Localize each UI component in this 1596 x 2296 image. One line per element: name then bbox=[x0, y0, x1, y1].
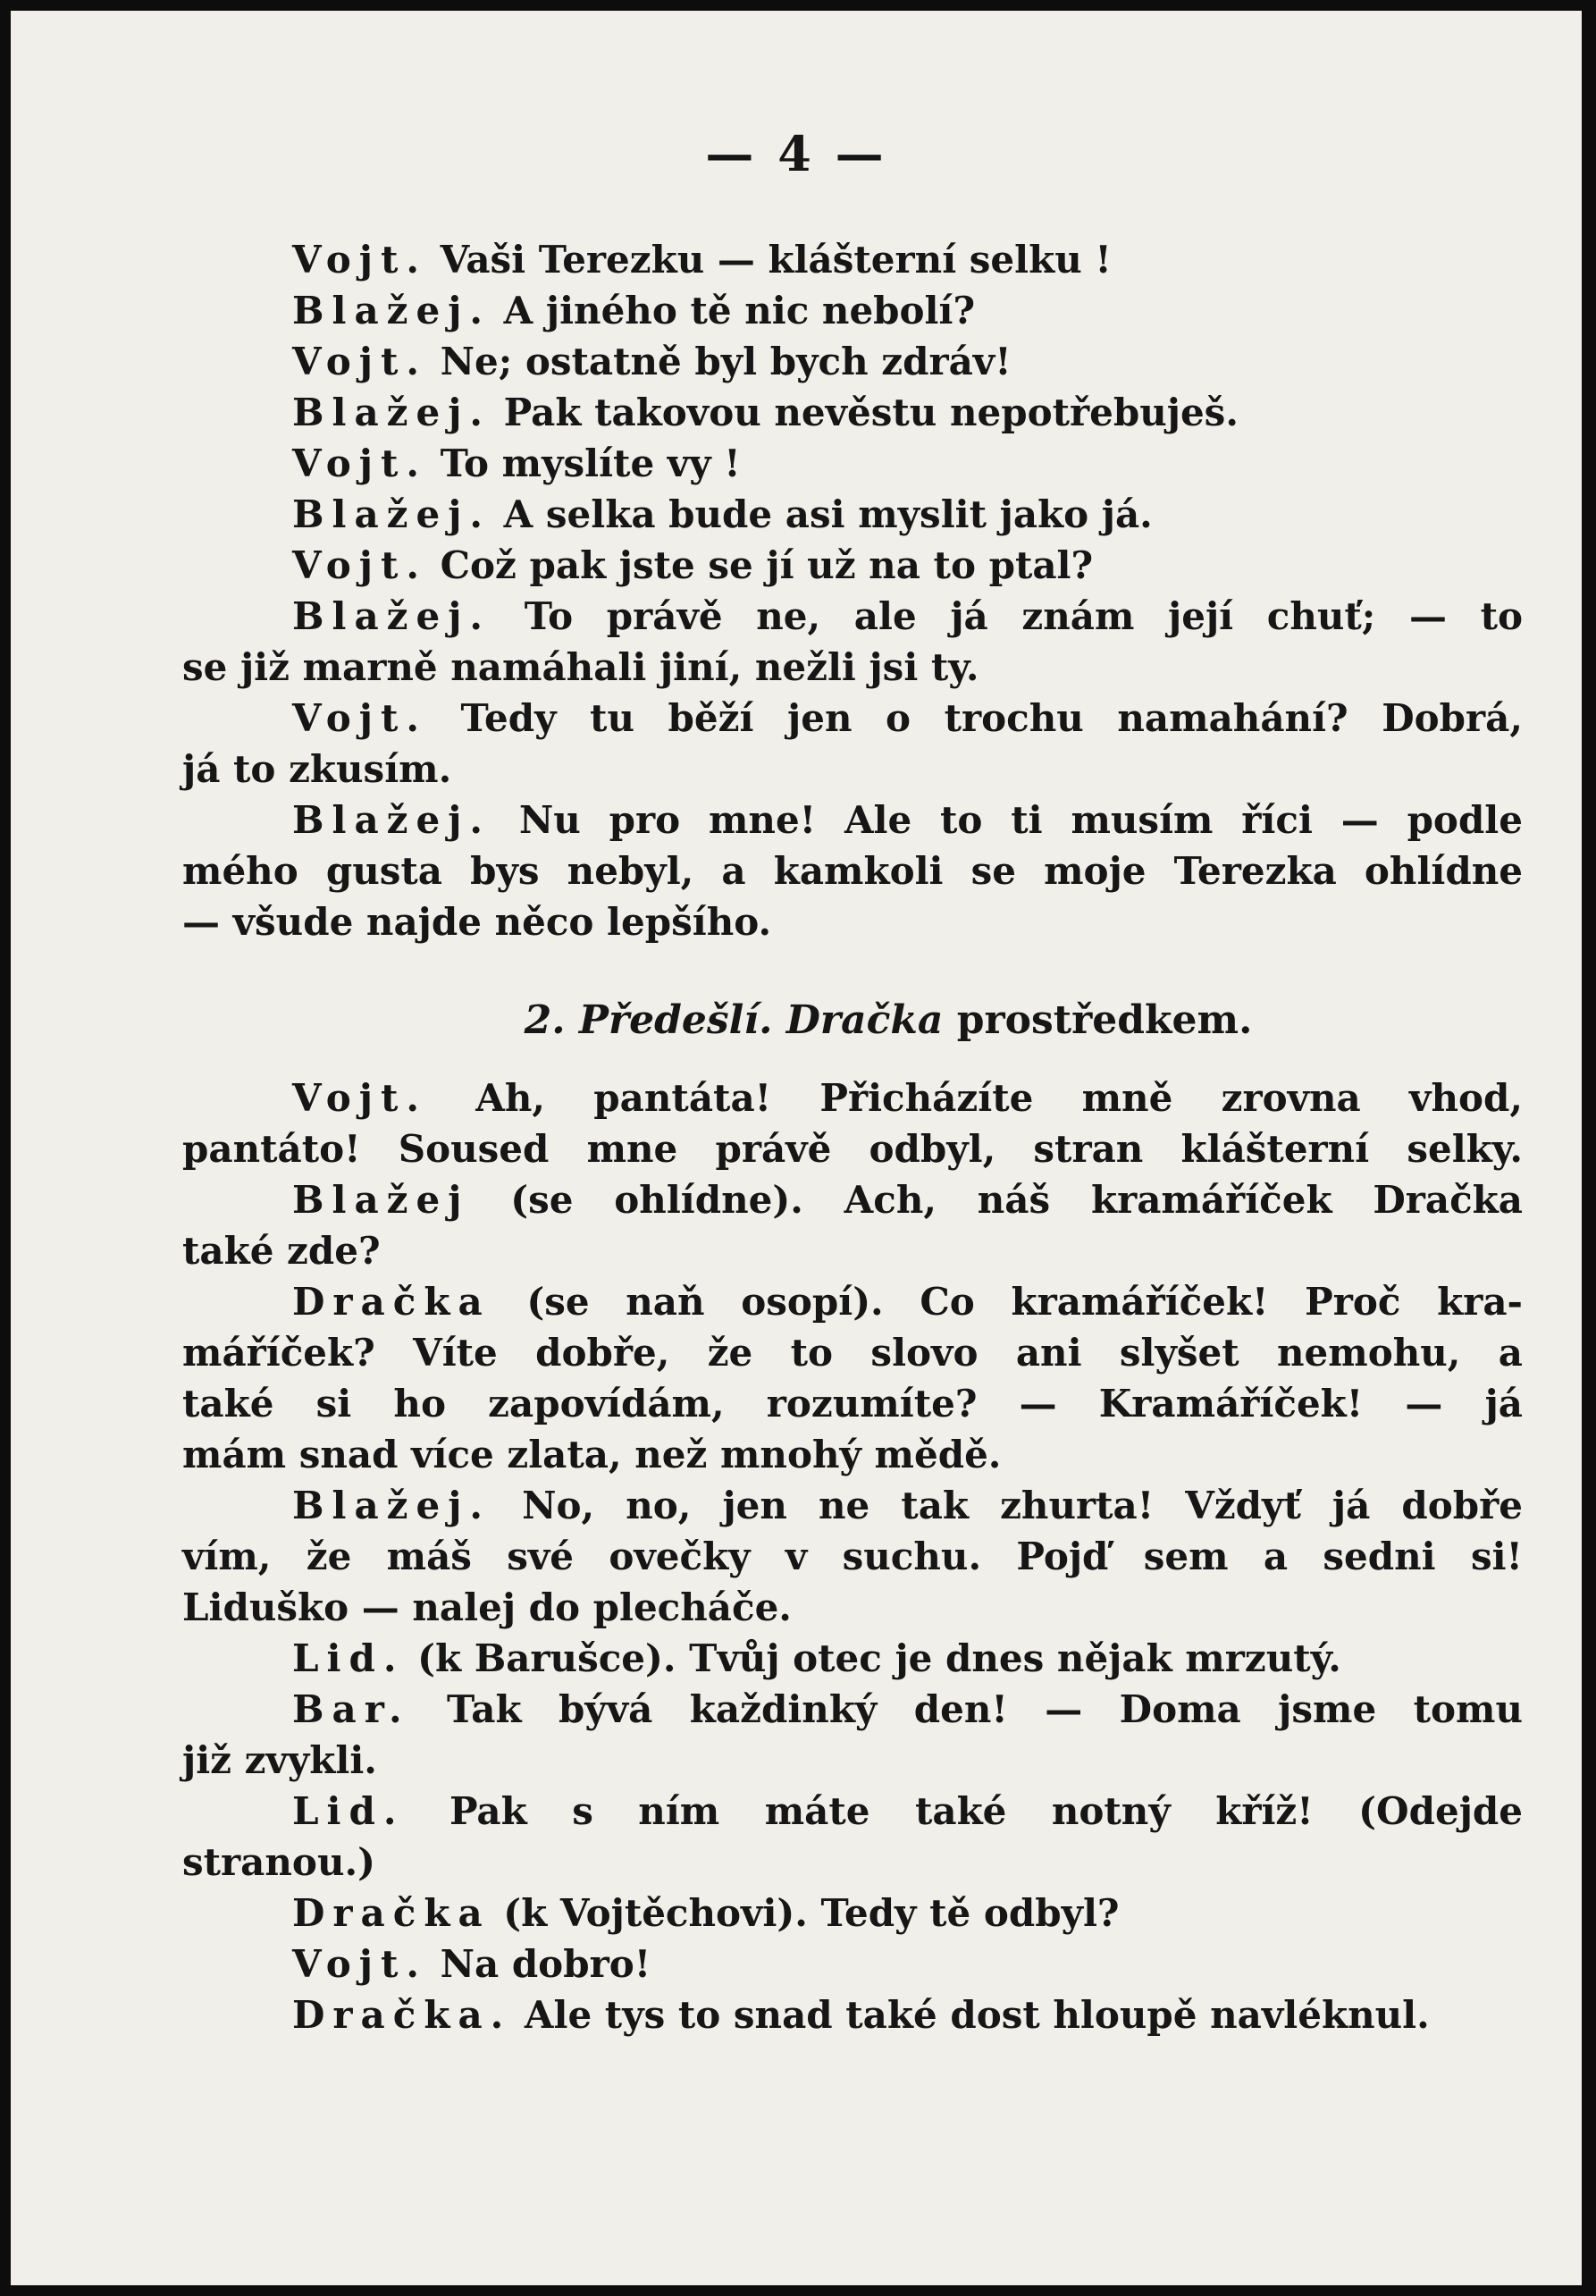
scene-direction: prostředkem. bbox=[956, 997, 1253, 1043]
speaker-name: Blažej. bbox=[292, 798, 491, 842]
speaker-name: Vojt. bbox=[292, 340, 427, 383]
line-text: Vaši Terezku — klášterní selku ! bbox=[426, 238, 1112, 282]
text-line bbox=[182, 896, 1523, 947]
page-number: — 4 — bbox=[705, 125, 887, 182]
text-line bbox=[182, 1225, 1523, 1276]
line-text: již zvykli. bbox=[182, 1738, 377, 1782]
line-text: (k Barušce). Tvůj otec je dnes nějak mrzutý. bbox=[404, 1636, 1341, 1680]
line-text: Což pak jste se jí už na to ptal? bbox=[426, 543, 1094, 587]
text-line bbox=[182, 489, 1523, 540]
text-line bbox=[182, 1684, 1523, 1735]
line-text: Tedy tu běží jen o trochu namahání? Dobrá, bbox=[426, 696, 1523, 740]
line-text: — všude najde něco lepšího. bbox=[182, 900, 772, 944]
text-line bbox=[182, 1480, 1523, 1531]
text-line bbox=[182, 693, 1523, 744]
text-line bbox=[182, 744, 1523, 795]
speaker-name: Dračka bbox=[292, 1891, 491, 1935]
line-text: A selka bude asi myslit jako já. bbox=[491, 492, 1153, 536]
line-text: Pak takovou nevěstu nepotřebuješ. bbox=[491, 391, 1239, 434]
text-line bbox=[182, 642, 1523, 693]
spacer bbox=[182, 947, 1523, 995]
line-text: Ale tys to snad také dost hloupě navléknul. bbox=[511, 1993, 1430, 2037]
text-line bbox=[182, 234, 1523, 285]
text-line bbox=[182, 1939, 1523, 1989]
speaker-name: Blažej bbox=[292, 1178, 470, 1222]
text-line bbox=[182, 387, 1523, 438]
dialogue-block-2 bbox=[182, 1072, 1523, 2040]
speaker-name: Bar. bbox=[292, 1687, 410, 1731]
text-line bbox=[182, 1531, 1523, 1582]
page-text bbox=[182, 234, 1523, 2040]
speaker-name: Blažej. bbox=[292, 1484, 491, 1527]
text-line bbox=[182, 1072, 1523, 1123]
speaker-name: Vojt. bbox=[292, 442, 427, 485]
line-text: mého gusta bys nebyl, a kamkoli se moje Terezka ohlídne bbox=[182, 849, 1523, 893]
text-line bbox=[182, 1633, 1523, 1684]
line-text: já to zkusím. bbox=[182, 747, 452, 791]
text-line bbox=[182, 1327, 1523, 1378]
speaker-name: Blažej. bbox=[292, 492, 491, 536]
text-line bbox=[182, 591, 1523, 642]
line-text: No, no, jen ne tak zhurta! Vždyť já dobře bbox=[491, 1484, 1523, 1527]
text-line bbox=[182, 438, 1523, 489]
text-line bbox=[182, 1276, 1523, 1327]
line-text: (se ohlídne). Ach, náš kramáříček Dračka bbox=[469, 1178, 1523, 1222]
text-line bbox=[182, 1735, 1523, 1786]
speaker-name: Lid. bbox=[292, 1789, 405, 1833]
text-line bbox=[182, 285, 1523, 336]
speaker-name: Vojt. bbox=[292, 1076, 427, 1120]
text-line bbox=[182, 1123, 1523, 1174]
text-line bbox=[182, 845, 1523, 896]
line-text: Liduško — nalej do plecháče. bbox=[182, 1585, 792, 1629]
line-text: také zde? bbox=[182, 1229, 381, 1273]
line-text: pantáto! Soused mne právě odbyl, stran klášterní selky. bbox=[182, 1127, 1523, 1171]
line-text: Na dobro! bbox=[426, 1942, 651, 1986]
text-line bbox=[182, 336, 1523, 387]
line-text: vím, že máš své ovečky v suchu. Pojď sem a sedni si! bbox=[182, 1535, 1523, 1578]
line-text: stranou.) bbox=[182, 1840, 375, 1884]
text-line bbox=[182, 1378, 1523, 1429]
speaker-name: Vojt. bbox=[292, 696, 427, 740]
speaker-name: Lid. bbox=[292, 1636, 405, 1680]
speaker-name: Dračka bbox=[292, 1280, 491, 1324]
text-line bbox=[182, 795, 1523, 845]
scene-heading bbox=[182, 995, 1523, 1046]
line-text: Tak bývá každinký den! — Doma jsme tomu bbox=[409, 1687, 1523, 1731]
line-text: také si ho zapovídám, rozumíte? — Kramáříček! — já bbox=[182, 1382, 1523, 1426]
line-text: To právě ne, ale já znám její chuť; — to bbox=[491, 594, 1523, 638]
speaker-name: Dračka. bbox=[292, 1993, 512, 2037]
book-page bbox=[11, 11, 1582, 2285]
text-line bbox=[182, 1837, 1523, 1888]
line-text: Nu pro mne! Ale to ti musím říci — podle bbox=[491, 798, 1523, 842]
line-text: mám snad více zlata, než mnohý mědě. bbox=[182, 1433, 1002, 1476]
text-line bbox=[182, 1989, 1523, 2040]
text-line bbox=[182, 1582, 1523, 1633]
line-text: Ne; ostatně byl bych zdráv! bbox=[426, 340, 1012, 383]
speaker-name: Vojt. bbox=[292, 543, 427, 587]
dialogue-block-1 bbox=[182, 234, 1523, 947]
line-text: (k Vojtěchovi). Tedy tě odbyl? bbox=[490, 1891, 1120, 1935]
line-text: se již marně namáhali jiní, nežli jsi ty. bbox=[182, 645, 979, 689]
scene-characters: Předešlí. Dračka bbox=[578, 997, 944, 1043]
line-text: To myslíte vy ! bbox=[426, 442, 741, 485]
speaker-name: Blažej. bbox=[292, 594, 491, 638]
speaker-name: Blažej. bbox=[292, 289, 491, 332]
line-text: Pak s ním máte také notný kříž! (Odejde bbox=[404, 1789, 1523, 1833]
text-line bbox=[182, 1786, 1523, 1837]
text-line bbox=[182, 1888, 1523, 1939]
text-line bbox=[182, 540, 1523, 591]
line-text: A jiného tě nic nebolí? bbox=[491, 289, 976, 332]
line-text: (se naň osopí). Co kramáříček! Proč kra- bbox=[490, 1280, 1523, 1324]
text-line bbox=[182, 1174, 1523, 1225]
speaker-name: Blažej. bbox=[292, 391, 491, 434]
speaker-name: Vojt. bbox=[292, 1942, 427, 1986]
speaker-name: Vojt. bbox=[292, 238, 427, 282]
line-text: máříček? Víte dobře, že to slovo ani slyšet nemohu, a bbox=[182, 1331, 1523, 1375]
line-text: Ah, pantáta! Přicházíte mně zrovna vhod, bbox=[426, 1076, 1523, 1120]
scene-number: 2. bbox=[524, 997, 566, 1043]
text-line bbox=[182, 1429, 1523, 1480]
